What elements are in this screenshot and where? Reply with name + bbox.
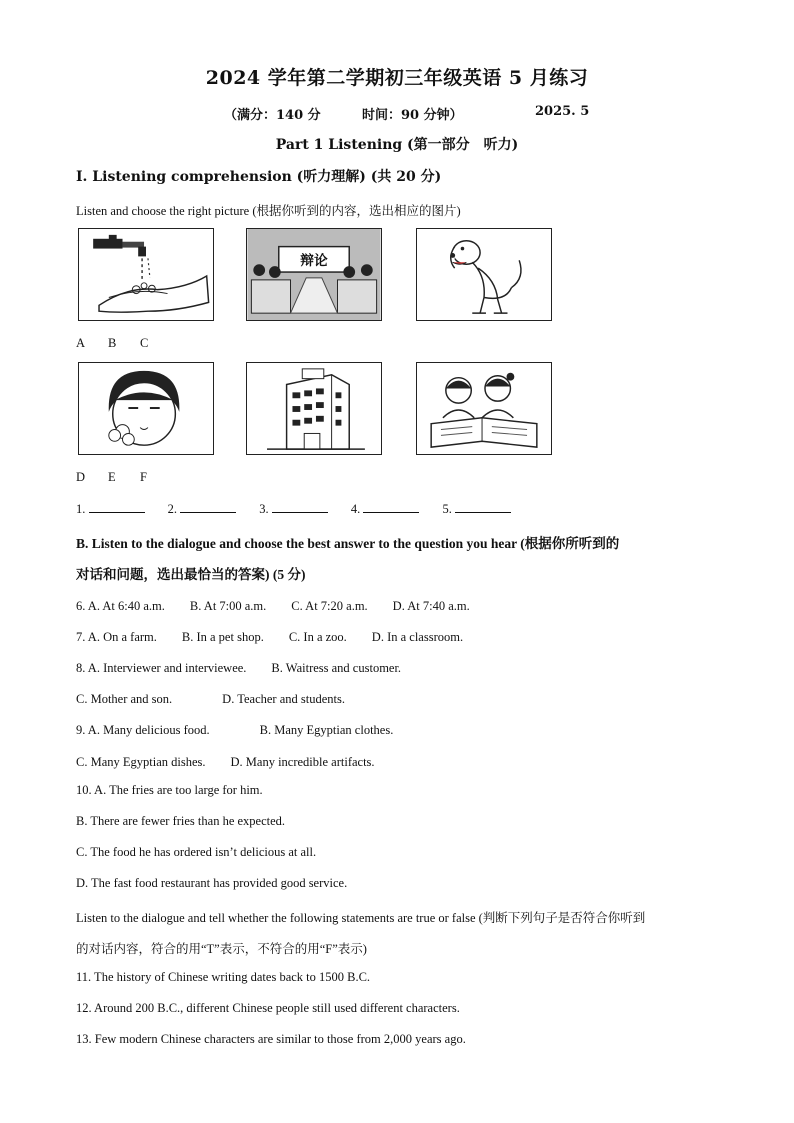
- section-b-instruction: B. Listen to the dialogue and choose the best answer to the question you hear (根据你所听到的: [76, 536, 620, 551]
- blank-number: 5.: [442, 502, 452, 516]
- row1-letters: [76, 336, 172, 351]
- blank-number: 3.: [259, 502, 269, 516]
- question-10-b: B. There are fewer fries than he expected.: [76, 814, 286, 828]
- picture-letter: D: [76, 470, 86, 484]
- building-icon: [247, 363, 381, 454]
- section-a-instruction: Listen and choose the right picture (根据你听到的内容，选出相应的图片): [76, 204, 461, 218]
- question-10-a: 10. A. The fries are too large for him.: [76, 783, 263, 797]
- question-10-c: C. The food he has ordered isn’t delicious at all.: [76, 845, 317, 859]
- answer-blanks: [76, 500, 531, 517]
- full-score: （满分：140 分: [224, 108, 321, 123]
- time-limit: 时间：90 分钟）: [362, 108, 463, 123]
- question-9-cd: C. Many Egyptian dishes. D. Many incredible artifacts.: [76, 755, 375, 769]
- section-b-instruction-cont: 对话和问题，选出最恰当的答案) (5 分): [76, 567, 306, 582]
- part-title: Part 1 Listening (第一部分 听力): [275, 137, 519, 153]
- answer-blank[interactable]: [168, 500, 237, 517]
- picture-letter: F: [140, 470, 147, 484]
- exam-date: 2025. 5: [535, 104, 590, 119]
- question-9-ab: 9. A. Many delicious food. B. Many Egyptian clothes.: [76, 723, 394, 737]
- answer-blank[interactable]: [76, 500, 145, 517]
- page-title: 2024 学年第二学期初三年级英语 5 月练习: [205, 67, 589, 89]
- question-6: 6. A. At 6:40 a.m. B. At 7:00 a.m. C. At 7:20 a.m. D. At 7:40 a.m.: [76, 599, 470, 613]
- picture-letter: A: [76, 336, 86, 350]
- picture-d: [78, 362, 214, 455]
- answer-blank[interactable]: [443, 500, 512, 517]
- question-11: 11. The history of Chinese writing dates back to 1500 B.C.: [76, 970, 371, 984]
- answer-blank[interactable]: [351, 500, 420, 517]
- question-13: 13. Few modern Chinese characters are similar to those from 2,000 years ago.: [76, 1032, 466, 1046]
- answer-blank[interactable]: [259, 500, 328, 517]
- picture-f: [416, 362, 552, 455]
- picture-letter: E: [108, 470, 116, 484]
- picture-e: [246, 362, 382, 455]
- picture-letter: B: [108, 336, 117, 350]
- debate-scene-icon: [247, 229, 381, 320]
- question-10-d: D. The fast food restaurant has provided good service.: [76, 876, 348, 890]
- row2-letters: [76, 470, 172, 485]
- picture-c: [416, 228, 552, 321]
- section-heading: Ⅰ. Listening comprehension (听力理解) (共 20 分): [76, 169, 442, 185]
- debate-sign-text: 辩论: [300, 253, 328, 270]
- blank-number: 1.: [76, 502, 86, 516]
- question-8-cd: C. Mother and son. D. Teacher and students.: [76, 692, 345, 706]
- boy-sneezing-icon: [79, 363, 213, 454]
- question-7: 7. A. On a farm. B. In a pet shop. C. In a zoo. D. In a classroom.: [76, 630, 464, 644]
- children-reading-icon: [417, 363, 551, 454]
- hand-washing-icon: [79, 229, 213, 320]
- picture-a: [78, 228, 214, 321]
- dog-icon: [417, 229, 551, 320]
- blank-number: 2.: [167, 502, 177, 516]
- question-12: 12. Around 200 B.C., different Chinese people still used different characters.: [76, 1001, 460, 1015]
- picture-letter: C: [140, 336, 149, 350]
- true-false-instruction-cont: 的对话内容，符合的用“T”表示，不符合的用“F”表示): [76, 942, 367, 956]
- picture-b: [246, 228, 382, 321]
- question-8-ab: 8. A. Interviewer and interviewee. B. Waitress and customer.: [76, 661, 402, 675]
- blank-number: 4.: [350, 502, 361, 516]
- true-false-instruction: Listen to the dialogue and tell whether the following statements are true or false (判断下列句子是否符合你听到: [76, 911, 646, 925]
